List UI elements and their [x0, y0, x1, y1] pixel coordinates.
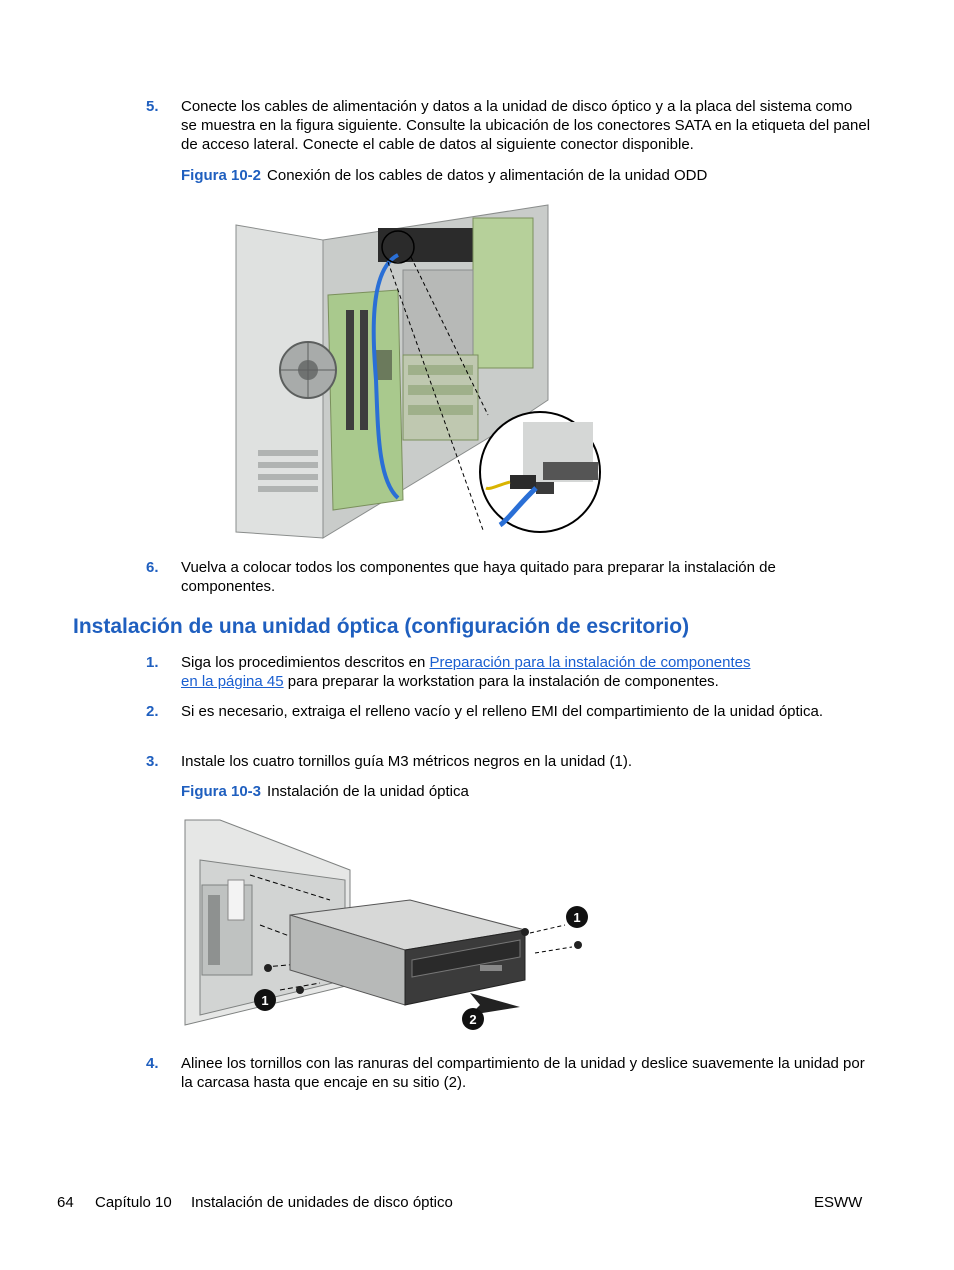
cross-reference-link-page[interactable]: en la página 45: [181, 673, 284, 690]
footer-chapter-title: Instalación de unidades de disco óptico: [191, 1194, 453, 1211]
cross-reference-link[interactable]: Preparación para la instalación de componentes: [429, 654, 751, 671]
callout-1: 1: [261, 993, 269, 1008]
figure-label: Figura 10-3: [181, 783, 262, 800]
page-number: 64: [57, 1194, 74, 1211]
step-text: Vuelva a colocar todos los componentes que haya quitado para preparar la instalación de componentes.: [181, 559, 776, 595]
step-number: 4.: [146, 1055, 159, 1072]
step-number: 2.: [146, 703, 159, 720]
optical-drive-installation-figure: [180, 815, 600, 1035]
odd-cable-connection-figure: [228, 200, 608, 542]
figure-caption: [181, 166, 707, 185]
step-text-prefix: Siga los procedimientos descritos en: [181, 654, 430, 671]
section-heading: Instalación de una unidad óptica (configuración de escritorio): [73, 615, 690, 638]
step-number: 3.: [146, 753, 159, 770]
step-number: 1.: [146, 654, 159, 671]
figure-caption: [181, 782, 469, 801]
step-text: Instale los cuatro tornillos guía M3 métricos negros en la unidad (1).: [181, 753, 633, 770]
step-text: Si es necesario, extraiga el relleno vacío y el relleno EMI del compartimiento de la unidad óptica.: [181, 703, 824, 720]
step-text: [181, 653, 871, 691]
figure-label: Figura 10-2: [181, 167, 262, 184]
figure-caption-text: Conexión de los cables de datos y alimentación de la unidad ODD: [267, 167, 708, 184]
step-number: 5.: [146, 98, 159, 115]
footer-chapter: Capítulo 10: [95, 1194, 172, 1211]
callout-2: 2: [469, 1012, 477, 1027]
step-text: Conecte los cables de alimentación y datos a la unidad de disco óptico y a la placa del sistema como se muestra en la figura siguiente. Consulte la ubicación de los conectores SATA en la etiqueta del panel de acceso lateral. Conecte el cable de datos al siguiente conector disponible.: [181, 98, 871, 153]
callout-1: 1: [573, 910, 581, 925]
step-text-suffix: para preparar la workstation para la instalación de componentes.: [283, 673, 719, 690]
footer-document-code: ESWW: [814, 1194, 863, 1211]
step-number: 6.: [146, 559, 159, 576]
figure-caption-text: Instalación de la unidad óptica: [267, 783, 469, 800]
step-text: Alinee los tornillos con las ranuras del compartimiento de la unidad y deslice suavemente la unidad por la carcasa hasta que encaje en su sitio (2).: [181, 1055, 865, 1091]
